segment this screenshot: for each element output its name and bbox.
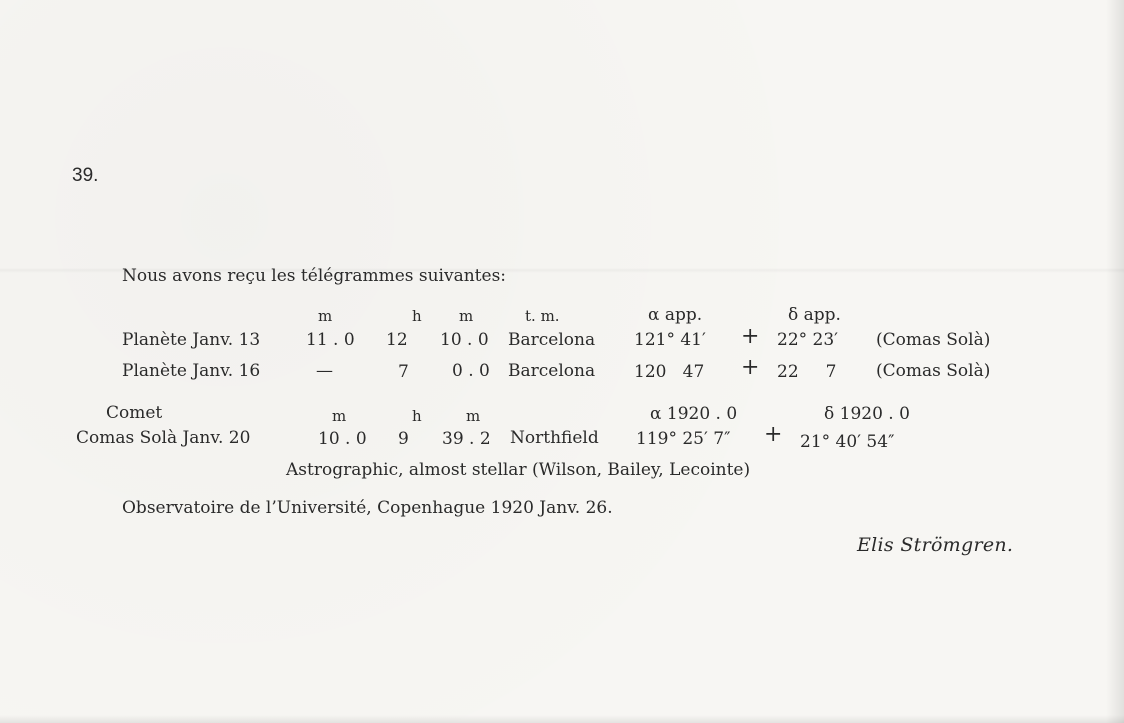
- intro-text: Nous avons reçu les télégrammes suivantes:: [122, 266, 507, 286]
- comet-row-time: 10 . 0: [318, 429, 367, 449]
- planet-header-m2: m: [459, 307, 474, 325]
- planet-row-1-place: Barcelona: [508, 330, 596, 350]
- planet-row-1-sign: +: [741, 324, 760, 349]
- planet-header-tm: t. m.: [525, 307, 560, 325]
- comet-row-label: Comas Solà Janv. 20: [76, 428, 251, 448]
- comet-header-m: m: [332, 407, 347, 425]
- comet-row-place: Northfield: [510, 428, 599, 448]
- comet-row-sign: +: [764, 422, 783, 447]
- planet-row-2-observer: (Comas Solà): [876, 361, 991, 381]
- planet-row-2-place: Barcelona: [508, 361, 596, 381]
- planet-header-delta: δ app.: [788, 305, 841, 325]
- planet-row-2-delta: 22 7: [777, 362, 837, 382]
- comet-header-delta: δ 1920 . 0: [824, 404, 910, 424]
- planet-row-2-m: 0 . 0: [452, 361, 490, 381]
- planet-row-1-label: Planète Janv. 13: [122, 330, 261, 350]
- planet-row-1-time: 11 . 0: [306, 330, 355, 350]
- comet-row-alpha: 119° 25′ 7″: [636, 429, 731, 449]
- comet-row-delta: 21° 40′ 54″: [800, 432, 895, 452]
- planet-row-1-observer: (Comas Solà): [876, 330, 991, 350]
- planet-row-2-h: 7: [398, 362, 409, 382]
- planet-header-m: m: [318, 307, 333, 325]
- page-number: 39.: [72, 165, 99, 186]
- planet-header-alpha: α app.: [648, 305, 703, 325]
- page-bottom-shadow: [0, 715, 1124, 723]
- planet-row-1-m: 10 . 0: [440, 330, 489, 350]
- planet-row-2-time: —: [316, 361, 333, 381]
- planet-row-2-sign: +: [741, 355, 760, 380]
- comet-row-m: 39 . 2: [442, 429, 491, 449]
- comet-header-h: h: [412, 407, 422, 425]
- planet-row-2-label: Planète Janv. 16: [122, 361, 261, 381]
- comet-header-alpha: α 1920 . 0: [650, 404, 738, 424]
- planet-row-1-delta: 22° 23′: [777, 330, 839, 350]
- comet-row-h: 9: [398, 429, 409, 449]
- observatory-line: Observatoire de l’Université, Copenhague 1920 Janv. 26.: [122, 498, 613, 518]
- signature: Elis Strömgren.: [857, 534, 1014, 556]
- page-edge-shadow: [1106, 0, 1124, 723]
- comet-note: Astrographic, almost stellar (Wilson, Bailey, Lecointe): [286, 460, 751, 480]
- comet-header-label: Comet: [106, 403, 163, 423]
- planet-header-h: h: [412, 307, 422, 325]
- planet-row-1-h: 12: [386, 330, 408, 350]
- planet-row-2-alpha: 120 47: [634, 362, 705, 382]
- comet-header-m2: m: [466, 407, 481, 425]
- planet-row-1-alpha: 121° 41′: [634, 330, 706, 350]
